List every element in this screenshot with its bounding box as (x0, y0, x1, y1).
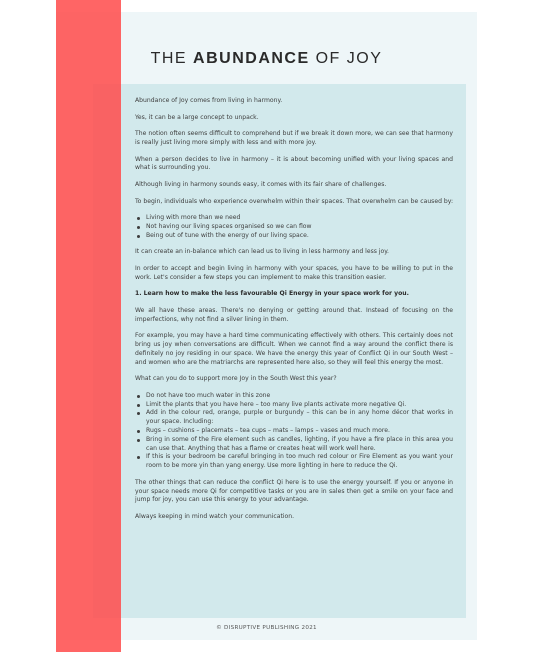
paragraph: What can you do to support more Joy in the South West this year? (135, 375, 337, 383)
paragraph: When a person decides to live in harmony – it is about becoming unified with your living spaces and what is surrounding you. (135, 155, 453, 172)
title-bold-word: ABUNDANCE (193, 50, 310, 67)
list-item: Living with more than we need (135, 214, 453, 223)
paragraph: The notion often seems difficult to comprehend but if we break it down more, we can see that harmony is really just living more simply with less and with more joy. (135, 130, 453, 146)
list-item: Do not have too much water in this zone (135, 392, 453, 401)
list-item: Add in the colour red, orange, purple or burgundy – this can be in any home décor that works in your space. Including: (135, 409, 453, 427)
paragraph: It can create an in-balance which can lead us to living in less harmony and less joy. (135, 248, 389, 256)
title-suffix: OF JOY (309, 50, 383, 67)
list-item: Limit the plants that you have here – too many live plants activate more negative Qi. (135, 401, 453, 410)
paragraph: Always keeping in mind watch your communication. (135, 513, 295, 521)
article-body (135, 97, 453, 530)
list-item: Bring in some of the Fire element such as candles, lighting, if you have a fire place in this area you can use that. Anything that has a flame or creates heat will work well here. (135, 436, 453, 454)
paragraph: We all have these areas. There's no denying or getting around that. Instead of focusing on the imperfections, why not find a silver lining in them. (135, 306, 453, 323)
list-item: If this is your bedroom be careful bringing in too much red colour or Fire Element as you want your room to be more yin than yang energy. Use more lighting in here to reduce the Qi. (135, 453, 453, 471)
list-item: Rugs – cushions – placemats – tea cups – mats – lamps – vases and much more. (135, 427, 453, 436)
paragraph-intro: Abundance of Joy comes from living in harmony. (135, 97, 283, 104)
list-item: Being out of tune with the energy of our living space. (135, 232, 453, 241)
copyright-footer: © DISRUPTIVE PUBLISHING 2021 (216, 625, 317, 631)
accent-bar (56, 0, 121, 652)
list-item: Not having our living spaces organised so we can flow (135, 223, 453, 232)
paragraph: The other things that can reduce the conflict Qi here is to use the energy yourself. If you or anyone in your space needs more Qi for competitive tasks or you are in sales then get a smile on your face and jump for joy, you can use this energy to your advantage. (135, 478, 453, 504)
bullet-list-tips (135, 392, 453, 471)
paragraph: For example, you may have a hard time communicating effectively with others. This certainly does not bring us joy when conversations are difficult. When we cannot find a way around the conflict there is definitely no joy residing in our space. We have the energy this year of Conflict Qi in our South West – and women who are the matriarchs are represented here also, so they will feel this energy the most. (135, 332, 453, 366)
paragraph: In order to accept and begin living in harmony with your spaces, you have to be willing to put in the work. Let's consider a few steps you can implement to make this transition easier. (135, 264, 453, 281)
paragraph: Although living in harmony sounds easy, it comes with its fair share of challenges. (135, 180, 387, 188)
bullet-list-overwhelm (135, 214, 453, 240)
section-heading: 1. Learn how to make the less favourable Qi Energy in your space work for you. (135, 290, 409, 298)
paragraph: Yes, it can be a large concept to unpack. (135, 113, 259, 121)
paragraph: To begin, individuals who experience overwhelm within their spaces. That overwhelm can be caused by: (135, 197, 453, 205)
title-prefix: THE (150, 50, 194, 67)
